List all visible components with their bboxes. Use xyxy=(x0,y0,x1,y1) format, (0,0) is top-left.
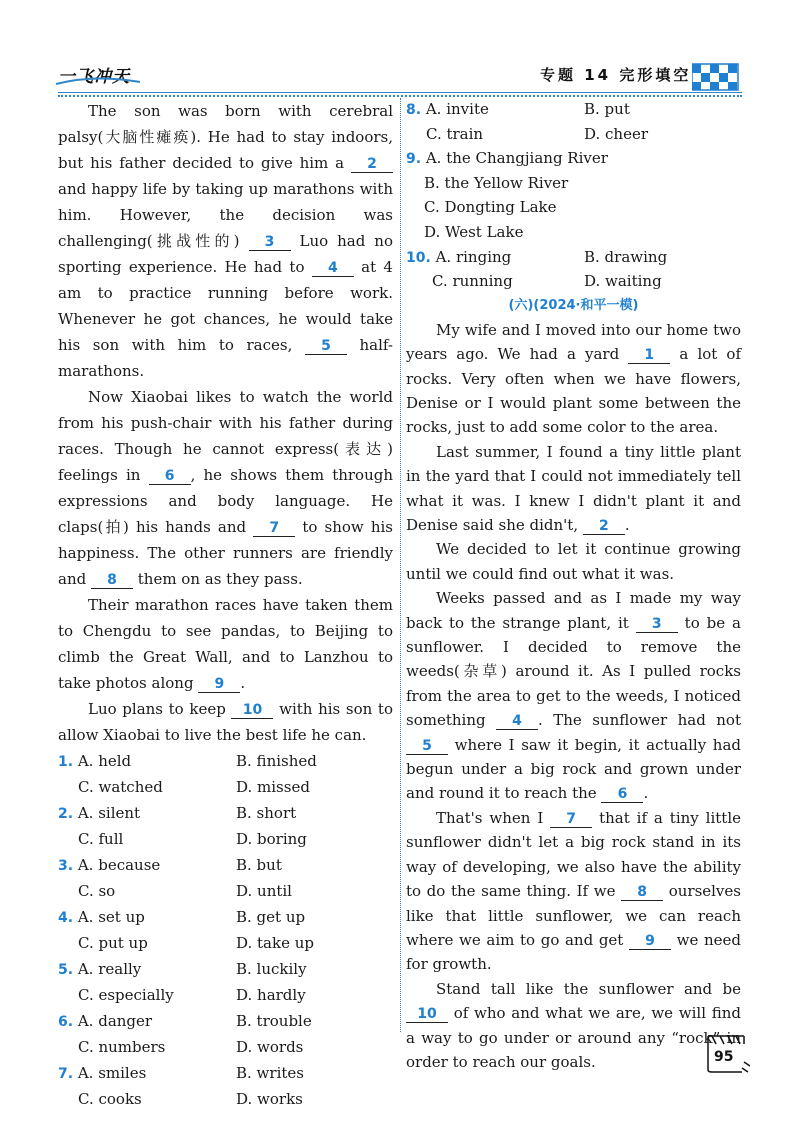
passage-text: . xyxy=(624,516,630,534)
question-row xyxy=(58,904,393,930)
page-number: 95 xyxy=(714,1049,734,1065)
question-9-b xyxy=(406,171,741,196)
passage-paragraph xyxy=(406,440,741,538)
question-row xyxy=(58,852,393,878)
passage-paragraph xyxy=(406,318,741,440)
option-b[interactable]: B. drawing xyxy=(584,247,668,266)
option-b[interactable]: B. get up xyxy=(236,908,306,926)
passage-text: of who and what we are, we will find a way to go under or around any “rock” in order to reach our goals. xyxy=(406,1004,741,1071)
option-d[interactable]: D. works xyxy=(236,1090,303,1108)
answer-blank[interactable]: 5 xyxy=(305,338,347,355)
passage-text: That's when I xyxy=(436,808,551,827)
passage-text: at 4 am to practice running before work. Whenever he got chances, he would take his son with him to races, xyxy=(58,258,393,354)
question-row xyxy=(58,748,393,774)
option-a[interactable]: A. silent xyxy=(77,804,141,822)
option-c[interactable]: C. numbers xyxy=(78,1038,166,1056)
brand-logo: 一飞冲天 xyxy=(58,67,130,87)
passage-text: to be a sunflower. I decided to remove the weeds(杂草) around it. As I pulled rocks from the area to get to the weeds, I noticed something xyxy=(406,613,741,730)
left-column xyxy=(58,98,393,1112)
option-d[interactable]: D. hardly xyxy=(236,986,306,1004)
passage-text: . xyxy=(643,784,649,803)
answer-blank[interactable]: 8 xyxy=(91,572,133,589)
answer-blank[interactable]: 8 xyxy=(621,884,663,901)
answer-blank[interactable]: 9 xyxy=(198,676,240,693)
option-b[interactable]: B. put xyxy=(584,100,630,118)
option-b[interactable]: B. finished xyxy=(236,752,317,770)
answer-blank[interactable]: 7 xyxy=(253,520,295,537)
option-c[interactable]: C. train xyxy=(426,124,484,143)
passage-paragraph xyxy=(406,977,741,1075)
passage-text: them on as they pass. xyxy=(132,570,303,588)
option-d[interactable]: D. until xyxy=(236,882,292,900)
question-number: 8. xyxy=(406,102,422,118)
option-a[interactable]: A. really xyxy=(77,960,142,978)
section-title: (六)(2024·和平一模) xyxy=(508,297,639,313)
option-b[interactable]: B. the Yellow River xyxy=(424,173,569,192)
answer-blank[interactable]: 4 xyxy=(312,260,354,277)
answer-blank[interactable]: 10 xyxy=(406,1006,448,1023)
option-d[interactable]: D. cheer xyxy=(584,124,649,143)
passage-paragraph xyxy=(58,592,393,696)
options-list xyxy=(58,748,393,1112)
question-number: 10. xyxy=(406,249,431,266)
option-c[interactable]: C. Dongting Lake xyxy=(424,198,557,217)
header-rule xyxy=(58,92,742,93)
column-divider xyxy=(400,98,401,1032)
answer-blank[interactable]: 10 xyxy=(231,702,273,719)
passage-text: Now Xiaobai likes to watch the world from his push-chair with his father during races. Though he cannot express(表达) feelings in xyxy=(58,388,393,484)
question-8-row1 xyxy=(406,97,741,122)
question-number: 7. xyxy=(58,1066,74,1082)
option-c[interactable]: C. put up xyxy=(78,934,148,952)
option-b[interactable]: B. short xyxy=(236,804,297,822)
question-number: 1. xyxy=(58,754,74,770)
question-row xyxy=(58,982,393,1008)
passage-text: , he shows them through expressions and body language. He claps(拍) his hands and xyxy=(58,466,394,536)
option-c[interactable]: C. watched xyxy=(78,778,163,796)
answer-blank[interactable]: 3 xyxy=(249,234,291,251)
option-a[interactable]: A. invite xyxy=(425,100,489,118)
answer-blank[interactable]: 9 xyxy=(629,933,671,950)
option-d[interactable]: D. take up xyxy=(236,934,314,952)
passage-text: Their marathon races have taken them to Chengdu to see pandas, to Beijing to climb the Great Wall, and to Lanzhou to take photos along xyxy=(58,596,393,692)
passage-text: . xyxy=(240,674,246,692)
answer-blank[interactable]: 3 xyxy=(636,616,678,633)
question-row xyxy=(58,1034,393,1060)
question-row xyxy=(58,1086,393,1112)
question-number: 2. xyxy=(58,806,74,822)
passage-text: with his son to allow Xiaobai to live the best life he can. xyxy=(58,700,393,744)
answer-blank[interactable]: 1 xyxy=(628,347,670,364)
passage-paragraph xyxy=(58,696,393,748)
option-d[interactable]: D. waiting xyxy=(584,272,662,291)
answer-blank[interactable]: 2 xyxy=(583,518,625,535)
topic-title: 专题 14 完形填空 xyxy=(540,66,692,84)
answer-blank[interactable]: 7 xyxy=(550,811,592,828)
question-row xyxy=(58,1060,393,1086)
option-c[interactable]: C. full xyxy=(78,830,124,848)
option-a[interactable]: A. because xyxy=(77,856,161,874)
option-d[interactable]: D. West Lake xyxy=(424,222,524,241)
passage-paragraph xyxy=(406,806,741,977)
question-number: 3. xyxy=(58,858,74,874)
passage-text: My wife and I moved into our home two years ago. We had a yard xyxy=(406,320,741,364)
passage-paragraph xyxy=(406,537,741,586)
answer-blank[interactable]: 2 xyxy=(351,156,393,173)
question-9-c xyxy=(406,195,741,220)
passage-text: a lot of rocks. Very often when we have flowers, Denise or I would plant some between the rocks, just to add some color to the area. xyxy=(406,345,741,437)
question-row xyxy=(58,1008,393,1034)
passage-text: Weeks passed and as I made my way back to the strange plant, it xyxy=(406,589,741,632)
option-a[interactable]: A. the Changjiang River xyxy=(425,149,608,168)
answer-blank[interactable]: 6 xyxy=(149,468,191,485)
option-d[interactable]: D. missed xyxy=(236,778,310,796)
option-c[interactable]: C. especially xyxy=(78,986,174,1004)
question-row xyxy=(58,878,393,904)
answer-blank[interactable]: 5 xyxy=(406,738,448,755)
brand-swoosh-icon xyxy=(54,76,144,88)
option-a[interactable]: A. held xyxy=(77,752,132,770)
question-row xyxy=(58,800,393,826)
answer-blank[interactable]: 4 xyxy=(496,713,538,730)
question-10-row2 xyxy=(406,269,741,294)
question-row xyxy=(58,826,393,852)
passage-text: The son was born with cerebral palsy(大脑性瘫痪). He had to stay indoors, but his father decided to give him a xyxy=(58,102,393,172)
question-number: 6. xyxy=(58,1014,74,1030)
right-column xyxy=(406,97,741,1074)
passage-paragraph xyxy=(58,98,393,384)
option-d[interactable]: D. words xyxy=(236,1038,304,1056)
option-a[interactable]: A. danger xyxy=(77,1012,153,1030)
option-a[interactable]: A. smiles xyxy=(77,1064,147,1082)
passage-paragraph xyxy=(58,384,393,592)
question-8-row2 xyxy=(406,122,741,147)
passage-text: ourselves like that little sunflower, we can reach where we aim to go and get xyxy=(406,882,741,949)
option-c[interactable]: C. running xyxy=(432,272,513,291)
option-b[interactable]: B. but xyxy=(236,856,282,874)
option-b[interactable]: B. writes xyxy=(236,1064,304,1082)
passage-text: . The sunflower had not xyxy=(538,711,741,730)
option-c[interactable]: C. cooks xyxy=(78,1090,142,1108)
page-number-badge xyxy=(704,1032,750,1074)
option-c[interactable]: C. so xyxy=(78,882,116,900)
option-b[interactable]: B. luckily xyxy=(236,960,307,978)
question-row xyxy=(58,774,393,800)
passage-text: we need for growth. xyxy=(406,930,741,974)
passage-text: where I saw it begin, it actually had begun under a big rock and grown under and round it to reach the xyxy=(406,735,741,803)
question-row xyxy=(58,956,393,982)
page-header xyxy=(0,0,800,100)
question-10-row1 xyxy=(406,245,741,270)
passage-text: and happy life by taking up marathons with him. However, the decision was challenging(挑战性的) xyxy=(58,180,393,250)
passage-paragraph xyxy=(406,586,741,806)
passage-text: half-marathons. xyxy=(58,336,393,380)
passage-text: Stand tall like the sunflower and be xyxy=(436,979,741,998)
passage-text: that if a tiny little sunflower didn't let a big rock stand in its way of developing, we also have the ability to do the same thing. If we xyxy=(406,808,741,901)
passage-text: to show his happiness. The other runners are friendly and xyxy=(58,518,393,588)
option-a[interactable]: A. set up xyxy=(77,908,145,926)
passage-text: Last summer, I found a tiny little plant in the yard that I could not immediately tell what it was. I knew I didn't plant it and Denise said she didn't, xyxy=(406,442,741,534)
question-number: 5. xyxy=(58,962,74,978)
option-b[interactable]: B. trouble xyxy=(236,1012,312,1030)
answer-blank[interactable]: 6 xyxy=(601,786,643,803)
question-9-a xyxy=(406,146,741,171)
option-d[interactable]: D. boring xyxy=(236,830,307,848)
option-a[interactable]: A. ringing xyxy=(435,247,512,266)
question-number: 4. xyxy=(58,910,74,926)
passage-text: Luo had no sporting experience. He had to xyxy=(58,232,393,276)
checker-flag-icon xyxy=(692,58,742,92)
passage-text: We decided to let it continue growing until we could find out what it was. xyxy=(406,540,741,583)
question-number: 9. xyxy=(406,151,422,168)
passage-text: Luo plans to keep xyxy=(88,700,232,718)
question-9-d xyxy=(406,220,741,245)
question-row xyxy=(58,930,393,956)
